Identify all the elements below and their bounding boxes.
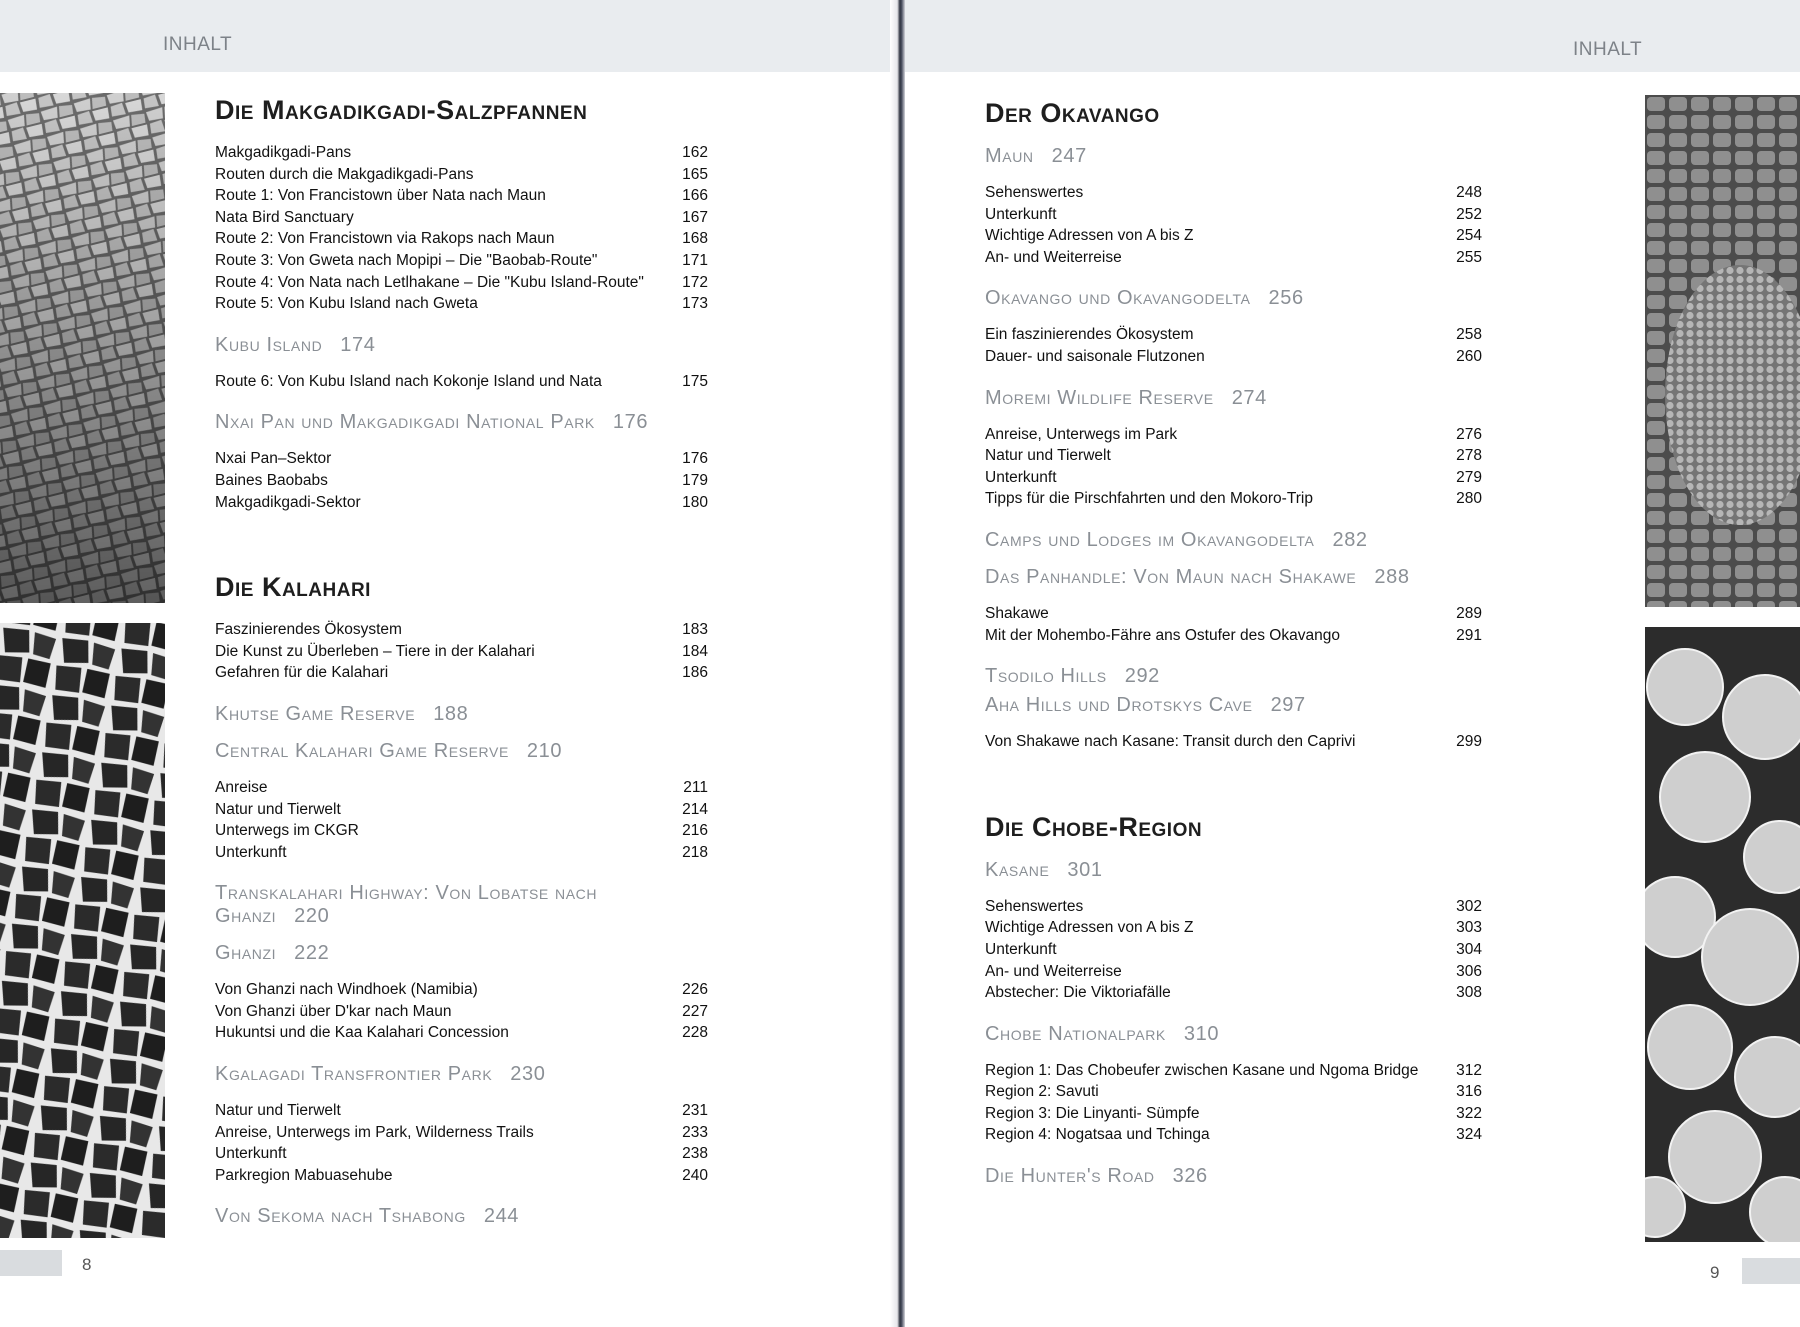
toc-entry-page: 179 bbox=[682, 471, 708, 489]
toc-entry bbox=[985, 917, 1482, 939]
chapter-heading-text: Kubu Island bbox=[215, 333, 323, 356]
header-band bbox=[905, 0, 1800, 72]
toc-entry-text: Anreise, Unterwegs im Park, Wilderness Trails bbox=[215, 1123, 534, 1141]
toc-entry-page: 304 bbox=[1456, 940, 1482, 958]
toc-entry-text: Nata Bird Sanctuary bbox=[215, 208, 354, 226]
chapter-page-number: 188 bbox=[433, 702, 469, 725]
toc-entry bbox=[215, 842, 708, 864]
toc-entry-text: Nxai Pan–Sektor bbox=[215, 450, 332, 468]
toc-entry-text: Von Shakawe nach Kasane: Transit durch den Caprivi bbox=[985, 733, 1356, 751]
toc-entry bbox=[215, 492, 708, 514]
chapter-heading-text: Moremi Wildlife Reserve bbox=[985, 386, 1214, 409]
chapter-page-number: 244 bbox=[483, 1205, 520, 1228]
chapter-heading-text: Kasane bbox=[985, 858, 1050, 881]
toc-entry-text: Unterkunft bbox=[985, 468, 1057, 486]
chapter-heading bbox=[215, 1063, 708, 1086]
chapter-heading-text: Ghanzi bbox=[215, 942, 277, 965]
toc-entry-page: 254 bbox=[1456, 227, 1482, 245]
toc-entry bbox=[215, 1022, 708, 1044]
entry-list bbox=[985, 603, 1482, 646]
toc-entry-page: 171 bbox=[682, 251, 708, 269]
toc-entry-page: 175 bbox=[682, 372, 708, 390]
toc-entry-text: Shakawe bbox=[985, 604, 1049, 622]
toc-entry-page: 248 bbox=[1456, 184, 1482, 201]
toc-entry-page: 218 bbox=[682, 843, 708, 861]
chapter-heading bbox=[985, 287, 1482, 310]
entry-list bbox=[215, 371, 708, 393]
toc-entry-text: Route 2: Von Francistown via Rakops nach Maun bbox=[215, 230, 555, 248]
chapter-heading-text: Tsodilo Hills bbox=[985, 665, 1107, 688]
chapter-page-number: 174 bbox=[340, 333, 376, 356]
toc-entry-page: 322 bbox=[1456, 1104, 1482, 1122]
chapter-heading bbox=[215, 703, 708, 726]
chapter-heading bbox=[985, 694, 1482, 717]
toc-entry-text: Unterkunft bbox=[215, 843, 287, 861]
chapter-page-number: 326 bbox=[1172, 1165, 1208, 1188]
toc-entry-text: Route 5: Von Kubu Island nach Gweta bbox=[215, 295, 478, 313]
toc-entry-text: Makgadikgadi-Sektor bbox=[215, 493, 361, 511]
toc-entry-page: 172 bbox=[682, 273, 708, 291]
toc-entry bbox=[985, 731, 1482, 753]
entry-list bbox=[985, 324, 1482, 367]
chapter-page-number: 288 bbox=[1374, 565, 1410, 588]
toc-entry-page: 299 bbox=[1456, 733, 1482, 751]
toc-entry-text: Die Kunst zu Überleben – Tiere in der Kalahari bbox=[215, 642, 535, 660]
toc-entry-text: Unterkunft bbox=[985, 940, 1057, 958]
chapter-heading bbox=[985, 387, 1482, 410]
toc-entry bbox=[215, 228, 708, 250]
toc-entry-text: Faszinierendes Ökosystem bbox=[215, 621, 402, 639]
toc-entry bbox=[985, 896, 1482, 918]
chapter-page-number: 282 bbox=[1332, 528, 1368, 551]
toc-entry-text: Region 1: Das Chobeufer zwischen Kasane und Ngoma Bridge bbox=[985, 1061, 1419, 1079]
toc-entry bbox=[215, 777, 708, 799]
toc-entry bbox=[215, 1100, 708, 1122]
right-page bbox=[905, 0, 1800, 1327]
section-title: Die Makgadikgadi-Salzpfannen bbox=[215, 95, 588, 125]
toc-entry-text: Routen durch die Makgadikgadi-Pans bbox=[215, 165, 474, 183]
toc-entry-page: 180 bbox=[682, 493, 708, 511]
toc-entry-page: 227 bbox=[682, 1002, 708, 1020]
toc-entry-page: 302 bbox=[1456, 897, 1482, 915]
chapter-page-number: 292 bbox=[1124, 665, 1160, 688]
chapter-heading bbox=[215, 740, 708, 763]
water-lilies-photo bbox=[1645, 627, 1800, 1242]
toc-entry bbox=[985, 625, 1482, 647]
toc-entry-page: 276 bbox=[1456, 425, 1482, 443]
toc-entry-page: 162 bbox=[682, 144, 708, 161]
giraffe-skin-photo bbox=[0, 623, 165, 1238]
page-number: 8 bbox=[82, 1255, 92, 1274]
toc-entry bbox=[215, 979, 708, 1001]
toc-entry bbox=[215, 470, 708, 492]
chapter-heading-text: Die Hunter's Road bbox=[985, 1165, 1155, 1188]
toc-entry bbox=[215, 272, 708, 294]
toc-entry-text: An- und Weiterreise bbox=[985, 962, 1122, 980]
chapter-heading-text: Transkalahari Highway: Von Lobatse nach Ghanzi bbox=[215, 882, 598, 928]
chapter-heading-text: Aha Hills und Drotskys Cave bbox=[985, 694, 1253, 717]
toc-entry bbox=[215, 1143, 708, 1165]
toc-entry-page: 214 bbox=[682, 800, 708, 818]
toc-entry bbox=[985, 603, 1482, 625]
chapter-heading bbox=[215, 1205, 708, 1228]
toc-entry-page: 306 bbox=[1456, 962, 1482, 980]
toc-entry bbox=[215, 820, 708, 842]
toc-entry bbox=[985, 225, 1482, 247]
toc-entry-text: Abstecher: Die Viktoriafälle bbox=[985, 984, 1171, 1002]
entry-list bbox=[985, 182, 1482, 268]
toc-entry-text: Dauer- und saisonale Flutzonen bbox=[985, 347, 1205, 365]
toc-entry bbox=[985, 445, 1482, 467]
toc-entry-text: An- und Weiterreise bbox=[985, 248, 1122, 266]
toc-entry-text: Sehenswertes bbox=[985, 184, 1084, 201]
toc-entry-text: Natur und Tierwelt bbox=[985, 447, 1111, 465]
entry-list bbox=[215, 1100, 708, 1186]
toc-entry-page: 324 bbox=[1456, 1126, 1482, 1144]
toc-entry bbox=[215, 293, 708, 315]
toc-entry-text: Gefahren für die Kalahari bbox=[215, 664, 389, 682]
toc-entry bbox=[985, 1060, 1482, 1082]
entry-list bbox=[215, 619, 708, 684]
toc-entry-text: Route 6: Von Kubu Island nach Kokonje Island und Nata bbox=[215, 372, 602, 390]
toc-entry bbox=[985, 939, 1482, 961]
toc-entry-page: 231 bbox=[682, 1102, 708, 1120]
chapter-heading-text: Khutse Game Reserve bbox=[215, 702, 416, 725]
toc-entry-text: Unterkunft bbox=[215, 1145, 287, 1163]
chapter-heading bbox=[215, 942, 708, 965]
chapter-page-number: 256 bbox=[1268, 287, 1304, 310]
section-title: Die Chobe-Region bbox=[985, 811, 1203, 842]
toc-entry bbox=[985, 1124, 1482, 1146]
toc-entry bbox=[985, 1081, 1482, 1103]
page-number-tab bbox=[0, 1250, 62, 1276]
toc-entry-text: Wichtige Adressen von A bis Z bbox=[985, 227, 1194, 245]
toc-entry-text: Anreise, Unterwegs im Park bbox=[985, 425, 1178, 443]
toc-entry-text: Region 2: Savuti bbox=[985, 1083, 1099, 1101]
toc-entry bbox=[215, 799, 708, 821]
toc-entry-page: 278 bbox=[1456, 447, 1482, 465]
toc-entry-page: 238 bbox=[682, 1145, 708, 1163]
toc-entry bbox=[215, 662, 708, 684]
chapter-heading-text: Chobe Nationalpark bbox=[985, 1022, 1166, 1045]
toc-entry bbox=[215, 641, 708, 663]
toc-entry-text: Von Ghanzi nach Windhoek (Namibia) bbox=[215, 981, 478, 999]
toc-entry-page: 167 bbox=[682, 208, 708, 226]
chapter-heading bbox=[215, 334, 708, 357]
toc-entry-page: 216 bbox=[682, 822, 708, 840]
toc-entry-text: Region 4: Nogatsaa und Tchinga bbox=[985, 1126, 1210, 1144]
chapter-page-number: 210 bbox=[526, 739, 563, 762]
chapter-heading bbox=[985, 566, 1482, 589]
section-gap bbox=[215, 532, 708, 572]
toc-entry-text: Parkregion Mabuasehube bbox=[215, 1166, 393, 1184]
chapter-heading bbox=[985, 859, 1482, 882]
toc-entry bbox=[985, 182, 1482, 204]
chapter-heading-text: Camps und Lodges im Okavangodelta bbox=[985, 528, 1315, 551]
toc-entry bbox=[215, 142, 708, 164]
section-title: Der Okavango bbox=[985, 98, 1160, 128]
chapter-heading-text: Von Sekoma nach Tshabong bbox=[215, 1205, 466, 1228]
toc-entry-page: 252 bbox=[1456, 205, 1482, 223]
toc-entry-page: 255 bbox=[1456, 248, 1482, 266]
toc-entry bbox=[985, 467, 1482, 489]
chapter-heading bbox=[985, 529, 1482, 552]
chapter-page-number: 176 bbox=[612, 411, 649, 434]
toc-entry bbox=[985, 488, 1482, 510]
toc-entry-text: Unterkunft bbox=[985, 205, 1057, 223]
toc-entry-page: 260 bbox=[1456, 347, 1482, 365]
header-band bbox=[0, 0, 897, 72]
toc-entry bbox=[215, 1122, 708, 1144]
chapter-page-number: 247 bbox=[1051, 145, 1087, 167]
toc-entry-page: 240 bbox=[682, 1166, 708, 1184]
toc-entry-text: Natur und Tierwelt bbox=[215, 1102, 341, 1120]
toc-entry bbox=[215, 207, 708, 229]
toc-entry-text: Baines Baobabs bbox=[215, 471, 328, 489]
entry-list bbox=[985, 1060, 1482, 1146]
cracked-mud-photo bbox=[0, 93, 165, 603]
toc-entry-text: Route 3: Von Gweta nach Mopipi – Die "Baobab-Route" bbox=[215, 251, 598, 269]
chapter-heading-text: Central Kalahari Game Reserve bbox=[215, 739, 509, 762]
toc-entry-page: 168 bbox=[682, 230, 708, 248]
toc-entry-text: Ein faszinierendes Ökosystem bbox=[985, 326, 1194, 344]
toc-entry-page: 312 bbox=[1456, 1061, 1482, 1079]
chapter-heading-text: Okavango und Okavangodelta bbox=[985, 287, 1251, 310]
toc-entry-page: 308 bbox=[1456, 984, 1482, 1002]
table-of-contents-right bbox=[985, 98, 1482, 1202]
toc-entry-text: Makgadikgadi-Pans bbox=[215, 144, 352, 161]
chapter-heading bbox=[215, 411, 708, 434]
toc-entry-page: 226 bbox=[682, 981, 708, 999]
toc-entry-page: 279 bbox=[1456, 468, 1482, 486]
toc-entry-text: Route 1: Von Francistown über Nata nach Maun bbox=[215, 187, 546, 205]
toc-entry bbox=[215, 1001, 708, 1023]
toc-entry-text: Mit der Mohembo-Fähre ans Ostufer des Okavango bbox=[985, 626, 1340, 644]
entry-list bbox=[215, 777, 708, 863]
chapter-heading bbox=[985, 1165, 1482, 1188]
toc-entry bbox=[985, 982, 1482, 1004]
entry-list bbox=[215, 448, 708, 513]
toc-entry-text: Region 3: Die Linyanti- Sümpfe bbox=[985, 1104, 1200, 1122]
toc-entry-page: 165 bbox=[682, 165, 708, 183]
toc-entry-page: 228 bbox=[682, 1024, 708, 1042]
running-head: INHALT bbox=[1573, 39, 1643, 60]
toc-entry-text: Natur und Tierwelt bbox=[215, 800, 341, 818]
toc-entry-page: 176 bbox=[682, 450, 708, 468]
chapter-page-number: 222 bbox=[294, 942, 330, 965]
toc-entry-page: 186 bbox=[682, 664, 708, 682]
chapter-heading-text: Kgalagadi Transfrontier Park bbox=[215, 1063, 493, 1086]
chapter-heading-text: Maun bbox=[985, 145, 1034, 167]
entry-list bbox=[215, 142, 708, 315]
running-head: INHALT bbox=[163, 34, 233, 55]
toc-entry bbox=[985, 961, 1482, 983]
toc-entry-page: 303 bbox=[1456, 919, 1482, 937]
entry-list bbox=[985, 424, 1482, 510]
toc-entry-page: 233 bbox=[682, 1123, 708, 1141]
toc-entry-text: Tipps für die Pirschfahrten und den Mokoro-Trip bbox=[985, 490, 1313, 508]
toc-entry-page: 166 bbox=[682, 187, 708, 205]
crocodile-photo bbox=[1645, 95, 1800, 607]
section-gap bbox=[985, 772, 1482, 812]
chapter-heading bbox=[985, 665, 1482, 688]
toc-entry bbox=[985, 324, 1482, 346]
toc-entry bbox=[985, 424, 1482, 446]
chapter-heading bbox=[985, 145, 1482, 168]
left-page bbox=[0, 0, 897, 1327]
toc-entry-page: 173 bbox=[682, 295, 708, 313]
toc-entry bbox=[215, 619, 708, 641]
chapter-page-number: 274 bbox=[1231, 386, 1267, 409]
toc-entry-text: Sehenswertes bbox=[985, 897, 1084, 915]
toc-entry bbox=[985, 247, 1482, 269]
chapter-page-number: 297 bbox=[1270, 694, 1306, 717]
toc-entry-text: Unterwegs im CKGR bbox=[215, 822, 359, 840]
entry-list bbox=[215, 979, 708, 1044]
toc-entry bbox=[985, 1103, 1482, 1125]
toc-entry-page: 291 bbox=[1456, 626, 1482, 644]
toc-entry bbox=[985, 346, 1482, 368]
page-number: 9 bbox=[1710, 1263, 1720, 1282]
toc-entry-page: 184 bbox=[682, 642, 708, 660]
toc-entry-page: 211 bbox=[683, 778, 708, 796]
entry-list bbox=[985, 896, 1482, 1004]
toc-entry-page: 316 bbox=[1456, 1083, 1482, 1101]
toc-entry-text: Anreise bbox=[215, 778, 268, 796]
toc-entry-text: Von Ghanzi über D'kar nach Maun bbox=[215, 1002, 452, 1020]
toc-entry bbox=[215, 448, 708, 470]
toc-entry-text: Route 4: Von Nata nach Letlhakane – Die "Kubu Island-Route" bbox=[215, 273, 644, 291]
toc-entry bbox=[215, 250, 708, 272]
toc-entry bbox=[215, 185, 708, 207]
chapter-page-number: 230 bbox=[510, 1063, 546, 1086]
page-number-tab bbox=[1742, 1258, 1800, 1284]
toc-entry-page: 289 bbox=[1456, 604, 1482, 622]
toc-entry bbox=[985, 204, 1482, 226]
entry-list bbox=[985, 731, 1482, 753]
chapter-page-number: 301 bbox=[1067, 858, 1103, 881]
table-of-contents-left bbox=[215, 95, 708, 1242]
chapter-heading bbox=[985, 1023, 1482, 1046]
chapter-heading bbox=[215, 882, 708, 928]
toc-entry bbox=[215, 1165, 708, 1187]
toc-entry bbox=[215, 371, 708, 393]
toc-entry-page: 280 bbox=[1456, 490, 1482, 508]
toc-entry-text: Wichtige Adressen von A bis Z bbox=[985, 919, 1194, 937]
chapter-page-number: 220 bbox=[294, 905, 330, 928]
toc-entry bbox=[215, 164, 708, 186]
toc-entry-page: 183 bbox=[682, 621, 708, 639]
section-title: Die Kalahari bbox=[215, 572, 371, 603]
toc-entry-page: 258 bbox=[1456, 326, 1482, 344]
chapter-heading-text: Nxai Pan und Makgadikgadi National Park bbox=[215, 411, 595, 434]
toc-entry-text: Hukuntsi und die Kaa Kalahari Concession bbox=[215, 1024, 509, 1042]
chapter-page-number: 310 bbox=[1183, 1022, 1220, 1045]
chapter-heading-text: Das Panhandle: Von Maun nach Shakawe bbox=[985, 565, 1357, 588]
